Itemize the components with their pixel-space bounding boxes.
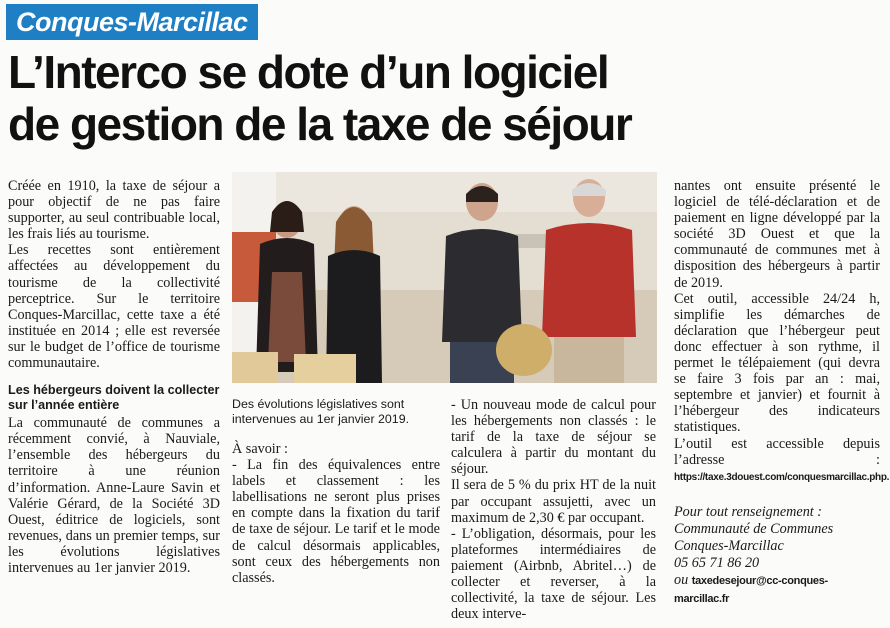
website-link[interactable]: https://taxe.3douest.com/conquesmarcillac.php. xyxy=(674,471,890,483)
photo-caption: Des évolutions législatives sont intervenues au 1er janvier 2019. xyxy=(232,397,410,426)
contact-intro: Pour tout renseignement : xyxy=(674,503,823,520)
contact-or: ou xyxy=(674,571,689,588)
address-intro: L’outil est accessible depuis l’adresse : xyxy=(674,435,880,468)
headline xyxy=(8,46,888,150)
paragraph: Les recettes sont entièrement affectées au développement du tourisme de la collectivité perceptrice. Sur le territoire Conques-Marcillac, cette taxe a été instituée en 2014 ; elle est reversée sur le budget de l’office de tourisme communautaire. xyxy=(8,242,220,372)
paragraph: - L’obligation, désormais, pour les plateformes intermédiaires de paiement (Airbnb, Abritel…) de collecter et reverser, à la collectivité, la taxe de séjour. Les deux interve- xyxy=(451,525,656,623)
paragraph: Il sera de 5 % du prix HT de la nuit par occupant assujetti, avec un maximum de 2,30 € par occupant. xyxy=(451,477,656,526)
section-tag: Conques-Marcillac xyxy=(6,4,258,40)
paragraph xyxy=(674,435,890,486)
article-column-3 xyxy=(451,397,656,622)
paragraph: La communauté de communes a récemment convié, à Nauviale, l’ensemble des hébergeurs du territoire à une réunion d’information. Anne-Laure Savin et Valérie Gérard, de la Société 3D Ouest, éditrice de logiciels, sont revenues, dans un premier temps, sur les évolutions législatives intervenues au 1er janvier 2019. xyxy=(8,415,220,576)
headline-line-2: de gestion de la taxe de séjour xyxy=(8,98,632,150)
subheading: Les hébergeurs doivent la collecter sur l’année entière xyxy=(8,383,220,413)
paragraph: Créée en 1910, la taxe de séjour a pour objectif de ne pas faire supporter, au seul contribuable local, les frais liés au tourisme. xyxy=(8,178,220,243)
paragraph: À savoir : xyxy=(232,441,288,457)
paragraph: Cet outil, accessible 24/24 h, simplifie les démarches de déclaration que l’hébergeur peut donc effectuer à son rythme, il permet le télépaiement (qui devra se faire 3 fois par an : mai, septembre et janvier) et fournit à l’hébergeur des indicateurs statistiques. xyxy=(674,290,880,436)
contact-email[interactable]: taxedesejour@cc-conques-marcillac.fr xyxy=(674,574,828,605)
article-column-2 xyxy=(232,397,440,586)
contact-place: Conques-Marcillac xyxy=(674,537,784,554)
contact-email-line xyxy=(674,572,880,608)
contact-phone: 05 65 71 86 20 xyxy=(674,554,760,571)
paragraph: - La fin des équivalences entre labels et classement : les labellisations ne seront plus prises en compte dans la fixation du tarif de taxe de séjour. Le tarif et le mode de calcul désormais applicables, sont ceux des hébergements non classés. xyxy=(232,457,440,586)
photo-illustration xyxy=(232,172,657,383)
contact-info xyxy=(674,504,880,608)
contact-organization: Communauté de Communes xyxy=(674,520,834,537)
paragraph: nantes ont ensuite présenté le logiciel de télé-déclaration et de paiement en ligne développé par la société 3D Ouest et que la communauté de communes met à disposition des hébergeurs à partir de 2019. xyxy=(674,178,880,291)
article-photo xyxy=(232,172,657,383)
paragraph: - Un nouveau mode de calcul pour les hébergements non classés : le tarif de la taxe de séjour se calculera à partir du montant du séjour. xyxy=(451,397,656,478)
article-column-1 xyxy=(8,178,220,576)
headline-line-1: L’Interco se dote d’un logiciel xyxy=(8,46,609,98)
article-column-4 xyxy=(674,178,890,608)
